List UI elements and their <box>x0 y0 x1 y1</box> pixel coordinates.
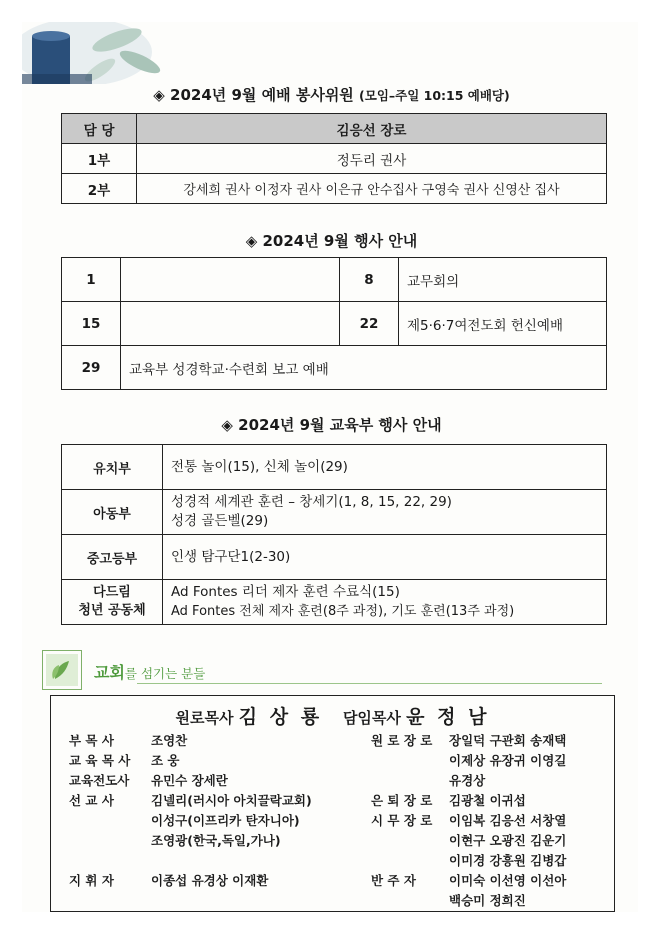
church-staff-heading <box>42 650 602 690</box>
staff-role: 지 휘 자 <box>69 873 114 888</box>
church-title-big: 교회 <box>94 663 125 682</box>
staff-role: 시 무 장 로 <box>371 813 433 828</box>
dept-event-line: 전통 놀이(15), 신체 놀이(29) <box>171 458 348 475</box>
staff-names: 유경상 <box>449 773 486 788</box>
staff-names: 백승미 정희진 <box>449 893 526 908</box>
dept-name-line: 청년 공동체 <box>78 603 146 618</box>
dept-event-line: 성경 골든벨(29) <box>171 513 269 529</box>
dept-event-line: 인생 탐구단1(2-30) <box>171 548 291 565</box>
dept-name: 유치부 <box>62 445 163 490</box>
edu-title: ◈ 2024년 9월 교육부 행사 안내 <box>221 416 442 434</box>
table-row <box>62 302 607 346</box>
staff-names: 장일덕 구관회 송재택 <box>449 733 567 748</box>
event-date: 29 <box>62 346 121 390</box>
table-row <box>62 535 607 580</box>
staff-names: 이현구 오광진 김운기 <box>449 833 567 848</box>
staff-names: 이제상 유장귀 이영길 <box>449 753 567 768</box>
table-row <box>62 258 607 302</box>
church-title-rest: 를 섬기는 분들 <box>124 666 206 681</box>
staff-names: 이종섭 유경상 이재환 <box>151 873 269 888</box>
worship-title <box>0 84 663 105</box>
staff-role: 반 주 자 <box>371 873 416 888</box>
table-row <box>62 580 607 625</box>
divider <box>137 683 602 684</box>
dept-events <box>163 580 607 625</box>
edu-table <box>61 444 607 625</box>
event-desc <box>121 258 340 302</box>
event-date: 15 <box>62 302 121 346</box>
event-desc: 교육부 성경학교·수련회 보고 예배 <box>121 346 607 390</box>
row-value: 강세희 권사 이정자 권사 이은규 안수집사 구영숙 권사 신영산 집사 <box>137 174 607 204</box>
row-value: 정두리 권사 <box>137 144 607 174</box>
staff-names: 조영찬 <box>151 733 188 748</box>
event-date: 1 <box>62 258 121 302</box>
dept-event-line: 성경적 세계관 훈련 – 창세기(1, 8, 15, 22, 29) <box>171 494 452 510</box>
table-row <box>62 445 607 490</box>
church-staff-title <box>94 660 205 683</box>
staff-names: 이성구(이프리카 탄자니아) <box>151 813 300 828</box>
senior-pastor-label: 담임목사 <box>342 709 401 727</box>
staff-role: 원 로 장 로 <box>371 733 433 748</box>
worship-table <box>61 113 607 204</box>
staff-names: 이미숙 이선영 이선아 <box>449 873 567 888</box>
staff-role: 부 목 사 <box>69 733 114 748</box>
event-date: 22 <box>340 302 399 346</box>
staff-names: 김광철 이귀섭 <box>449 793 526 808</box>
dept-events <box>163 535 607 580</box>
staff-names: 유민수 장세란 <box>151 773 228 788</box>
staff-role: 교육전도사 <box>69 773 130 788</box>
row-label: 2부 <box>62 174 137 204</box>
elder-pastor-name: 김 상 룡 <box>238 706 323 728</box>
events-table <box>61 257 607 390</box>
worship-title-text: ◈ 2024년 9월 예배 봉사위원 <box>153 86 354 104</box>
dept-name: 중고등부 <box>62 535 163 580</box>
staff-role: 선 교 사 <box>69 793 114 808</box>
dept-event-line: Ad Fontes 리더 제자 훈련 수료식(15) <box>171 584 400 600</box>
table-row <box>62 174 607 204</box>
dept-events <box>163 490 607 535</box>
event-date: 8 <box>340 258 399 302</box>
leaf-icon <box>42 650 82 690</box>
dept-events <box>163 445 607 490</box>
staff-names: 조 웅 <box>151 753 180 768</box>
event-desc <box>121 302 340 346</box>
event-desc: 교무회의 <box>399 258 607 302</box>
staff-role: 은 퇴 장 로 <box>371 793 433 808</box>
table-row <box>62 490 607 535</box>
event-desc: 제5·6·7여전도회 헌신예배 <box>399 302 607 346</box>
dept-event-line: Ad Fontes 전체 제자 훈련(8주 과정), 기도 훈련(13주 과정) <box>171 604 515 619</box>
staff-names: 김넬리(러시아 아치끌락교회) <box>151 793 312 808</box>
candle-decoration <box>22 22 172 84</box>
pastors-line <box>51 702 614 729</box>
elder-pastor-label: 원로목사 <box>175 709 234 727</box>
worship-subtitle: (모임–주일 10:15 예배당) <box>359 88 510 103</box>
staff-names: 이미경 강흥원 김병갑 <box>449 853 567 868</box>
events-title: ◈ 2024년 9월 행사 안내 <box>245 232 418 250</box>
staff-names: 조영광(한국,독일,가나) <box>151 833 281 848</box>
header-value: 김응선 장로 <box>137 114 607 144</box>
table-row <box>62 346 607 390</box>
header-label: 담 당 <box>62 114 137 144</box>
dept-name <box>62 580 163 625</box>
staff-box <box>50 695 615 912</box>
table-row <box>62 144 607 174</box>
dept-name-line: 다드림 <box>93 585 131 600</box>
staff-names: 이임복 김응선 서창열 <box>449 813 567 828</box>
dept-name: 아동부 <box>62 490 163 535</box>
senior-pastor-name: 윤 정 남 <box>406 706 490 728</box>
staff-role: 교 육 목 사 <box>69 753 131 768</box>
table-row <box>62 114 607 144</box>
row-label: 1부 <box>62 144 137 174</box>
